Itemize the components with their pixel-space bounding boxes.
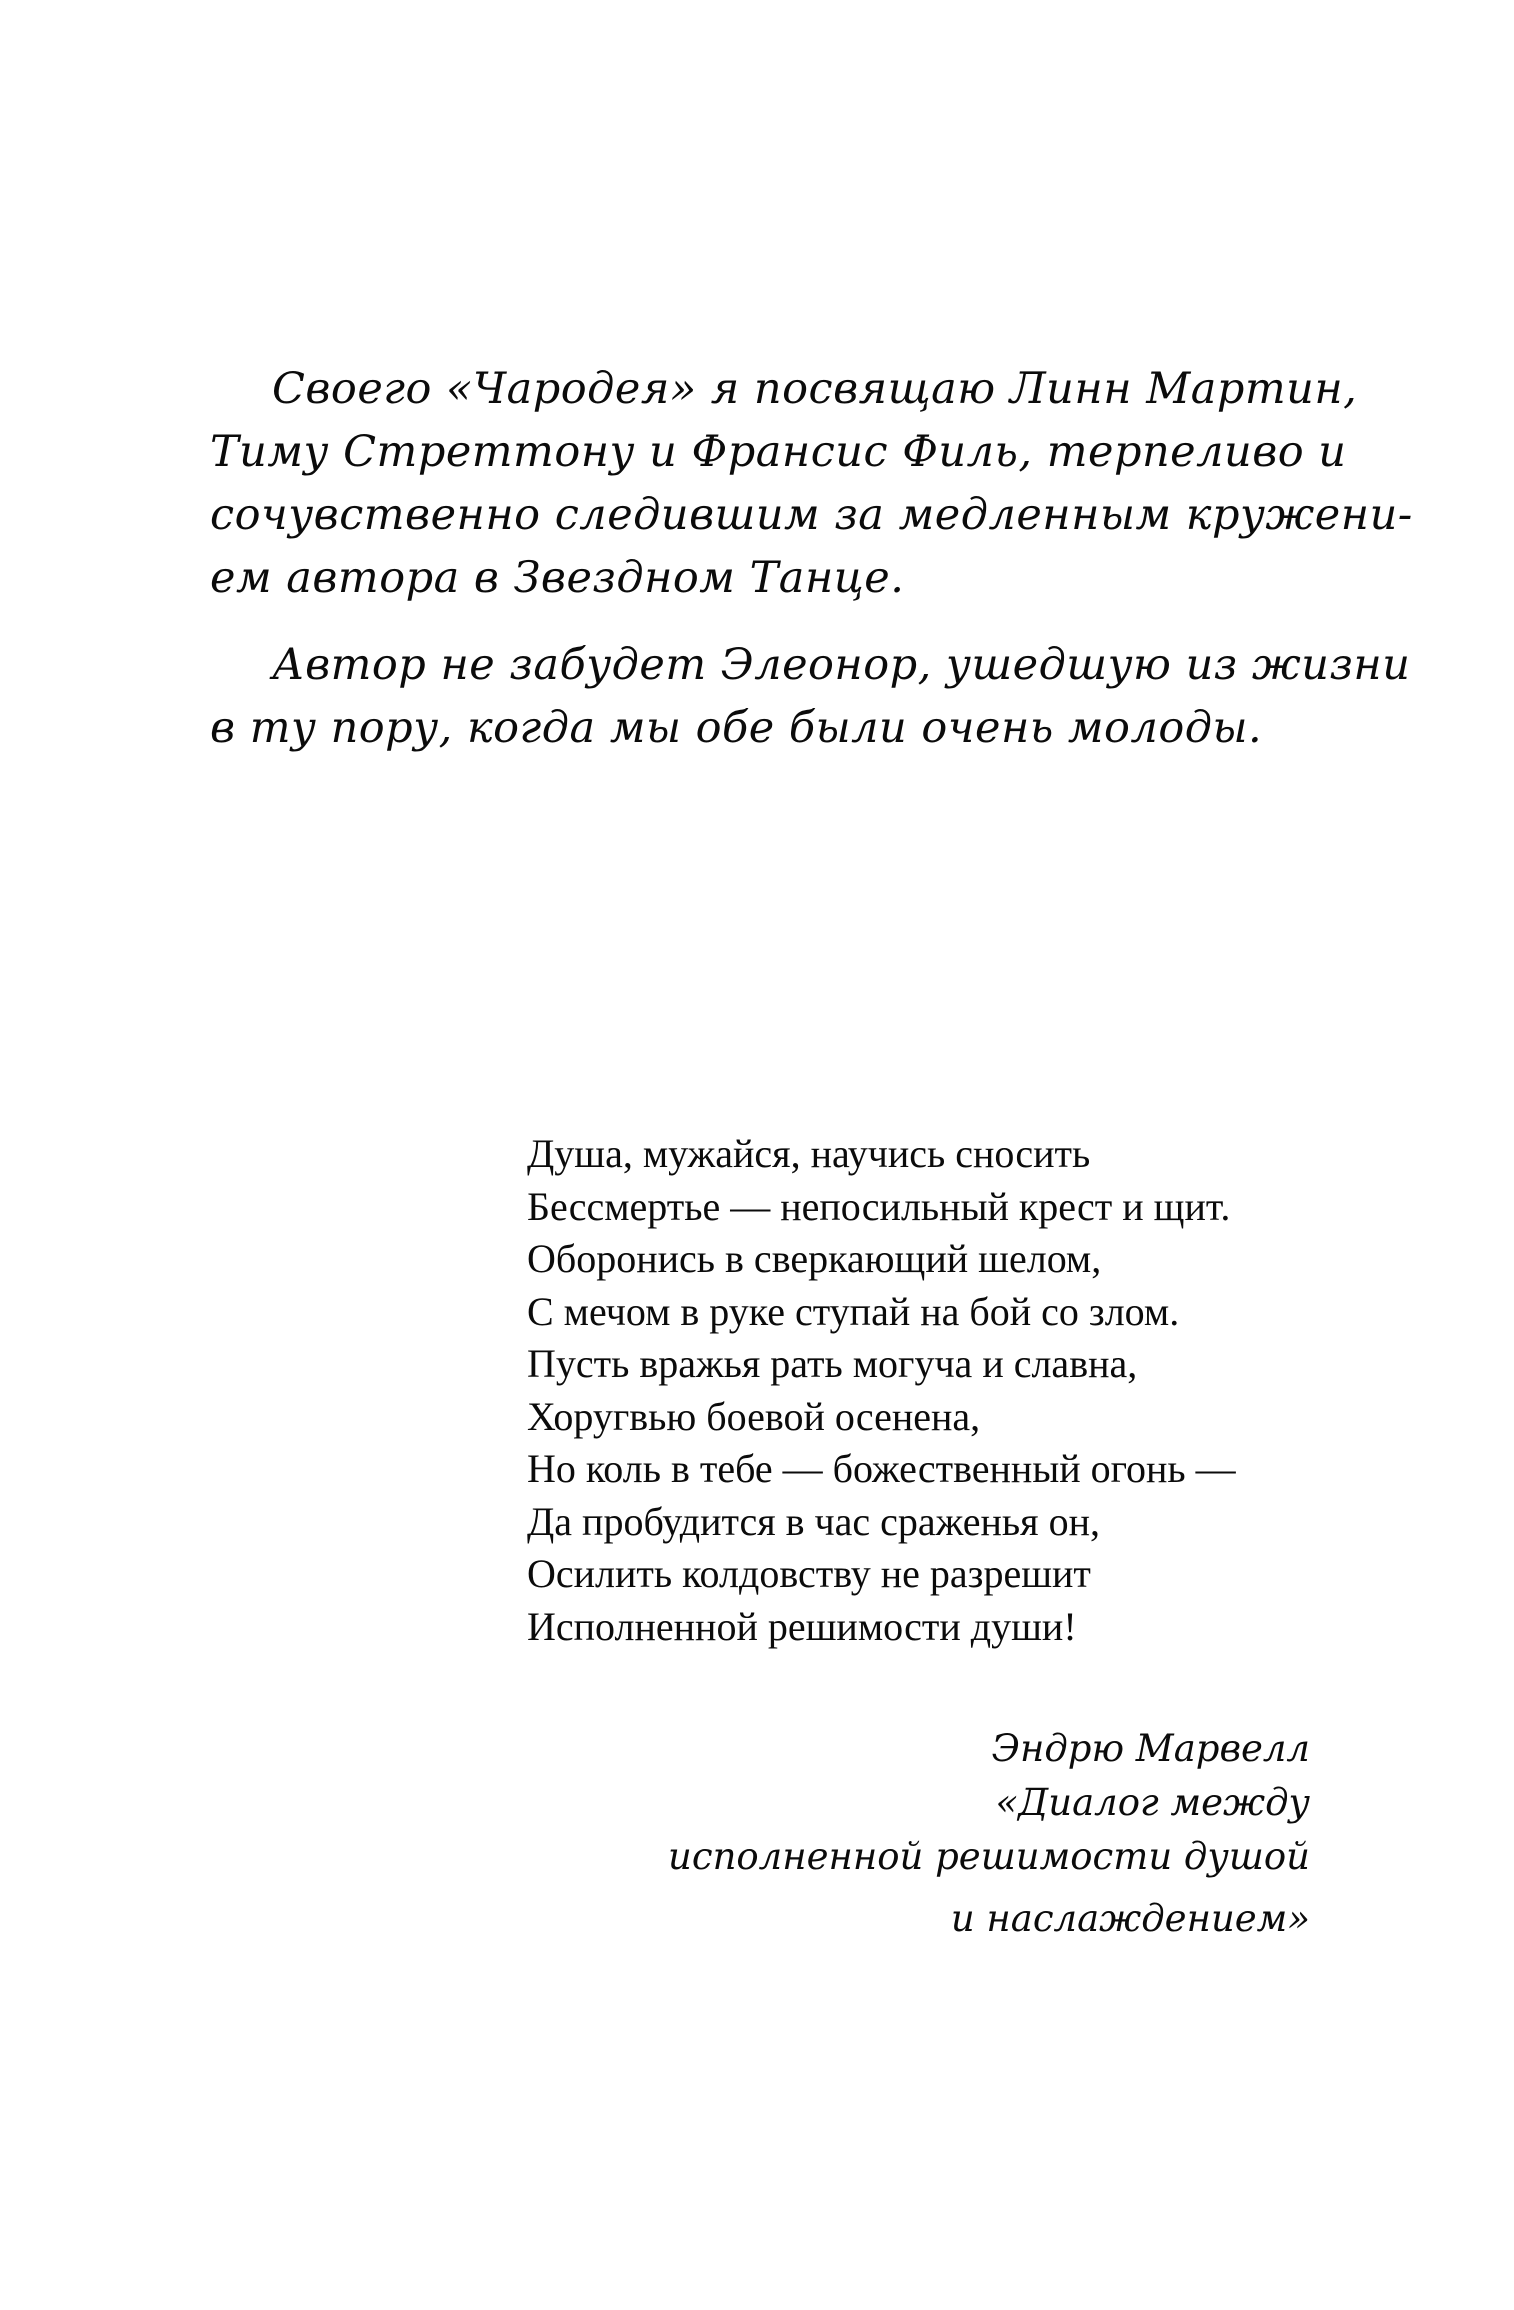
poem-line: Оборонись в сверкающий шелом,: [527, 1236, 1102, 1281]
dedication-line: в ту пору, когда мы обе были очень молоды.: [210, 703, 1263, 753]
epigraph-attribution: [668, 1722, 1310, 1946]
poem-line: Исполненной решимости души!: [527, 1603, 1077, 1649]
poem-line: Но коль в тебе — божественный огонь —: [527, 1446, 1236, 1491]
epigraph-poem: [527, 1128, 1236, 1653]
poem-line: Хоругвью боевой осенена,: [527, 1393, 981, 1439]
dedication-line: Автор не забудет Элеонор, ушедшую из жизни: [272, 640, 1411, 690]
poem-line: Бессмертье — непосильный крест и щит.: [527, 1183, 1231, 1229]
dedication-paragraph-2: [210, 634, 1411, 760]
attribution-source-line: исполненной решимости душой: [668, 1835, 1310, 1878]
dedication: [210, 358, 1413, 760]
dedication-line: Тиму Стреттону и Франсис Филь, терпеливо и: [210, 427, 1347, 477]
dedication-line: Своего «Чародея» я посвящаю Линн Мартин,: [272, 364, 1358, 414]
dedication-line: ем автора в Звездном Танце.: [210, 553, 905, 603]
attribution-source-line: «Диалог между: [995, 1781, 1310, 1824]
poem-line: С мечом в руке ступай на бой со злом.: [527, 1288, 1180, 1334]
attribution-source-line: и наслаждением»: [950, 1897, 1310, 1940]
dedication-line: сочувственно следившим за медленным кружени-: [210, 490, 1413, 540]
attribution-author: Эндрю Марвелл: [991, 1727, 1310, 1770]
poem-line: Осилить колдовству не разрешит: [527, 1551, 1091, 1596]
poem-line: Душа, мужайся, научись сносить: [527, 1131, 1091, 1176]
poem-line: Пусть вражья рать могуча и славна,: [527, 1341, 1138, 1386]
dedication-paragraph-1: [210, 358, 1413, 610]
poem-line: Да пробудится в час сраженья он,: [527, 1498, 1100, 1544]
